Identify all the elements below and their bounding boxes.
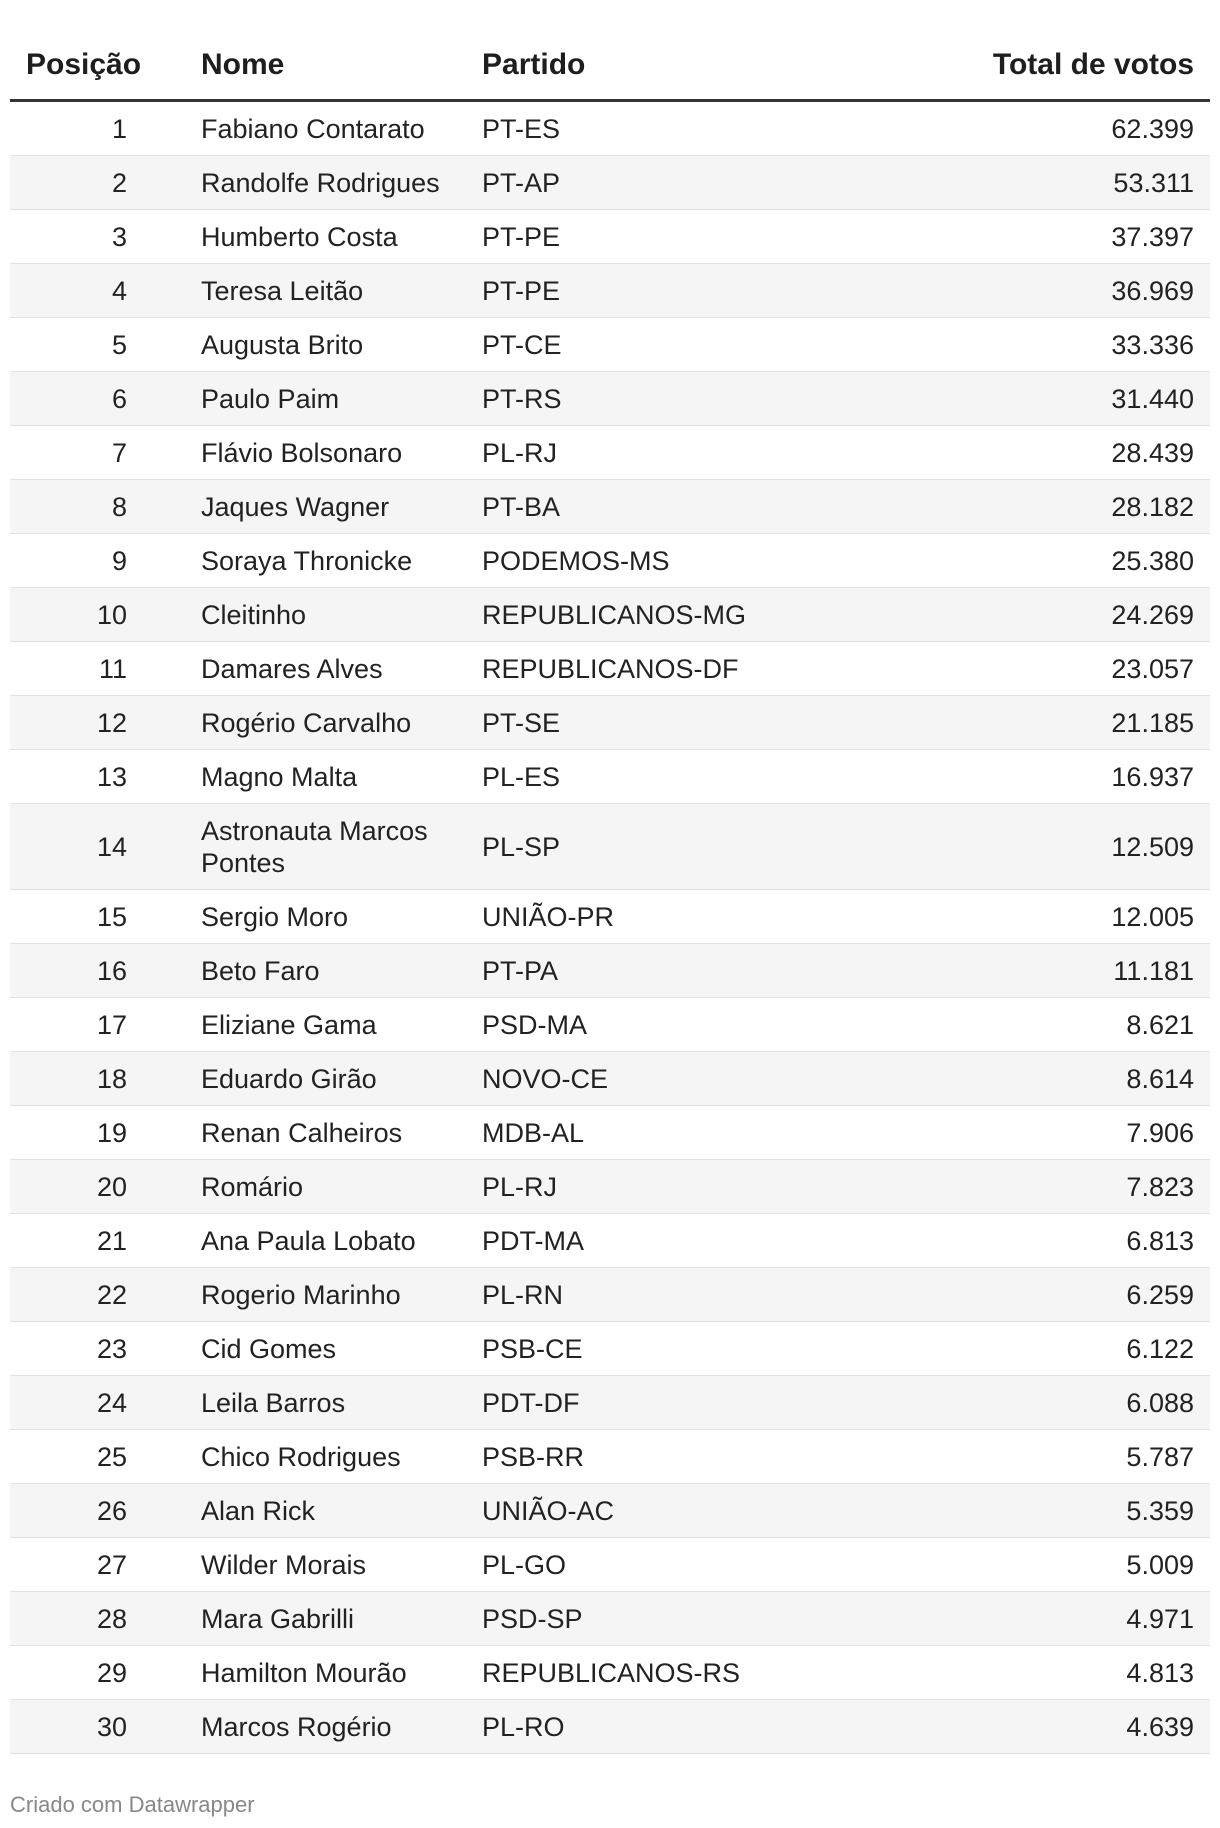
cell-nome: Teresa Leitão xyxy=(151,264,482,318)
cell-total-de-votos: 11.181 xyxy=(882,944,1210,998)
cell-total-de-votos: 31.440 xyxy=(882,372,1210,426)
cell-posicao: 28 xyxy=(10,1592,151,1646)
table-row xyxy=(10,1322,1210,1376)
cell-posicao: 7 xyxy=(10,426,151,480)
cell-total-de-votos: 8.621 xyxy=(882,998,1210,1052)
cell-total-de-votos: 4.971 xyxy=(882,1592,1210,1646)
table-row xyxy=(10,890,1210,944)
cell-partido: REPUBLICANOS-RS xyxy=(482,1646,882,1700)
cell-nome: Marcos Rogério xyxy=(151,1700,482,1754)
cell-nome: Rogério Carvalho xyxy=(151,696,482,750)
cell-posicao: 26 xyxy=(10,1484,151,1538)
cell-nome: Cid Gomes xyxy=(151,1322,482,1376)
cell-nome: Humberto Costa xyxy=(151,210,482,264)
cell-nome: Jaques Wagner xyxy=(151,480,482,534)
cell-posicao: 10 xyxy=(10,588,151,642)
cell-total-de-votos: 37.397 xyxy=(882,210,1210,264)
cell-posicao: 3 xyxy=(10,210,151,264)
cell-total-de-votos: 7.906 xyxy=(882,1106,1210,1160)
footer-credit[interactable]: Criado com Datawrapper xyxy=(10,1792,255,1817)
cell-partido: PSD-MA xyxy=(482,998,882,1052)
cell-posicao: 27 xyxy=(10,1538,151,1592)
table-row xyxy=(10,318,1210,372)
cell-nome: Eliziane Gama xyxy=(151,998,482,1052)
cell-posicao: 16 xyxy=(10,944,151,998)
cell-partido: PL-RN xyxy=(482,1268,882,1322)
cell-posicao: 17 xyxy=(10,998,151,1052)
cell-nome: Mara Gabrilli xyxy=(151,1592,482,1646)
cell-total-de-votos: 8.614 xyxy=(882,1052,1210,1106)
table-row xyxy=(10,998,1210,1052)
table-row xyxy=(10,750,1210,804)
cell-total-de-votos: 6.259 xyxy=(882,1268,1210,1322)
cell-nome: Magno Malta xyxy=(151,750,482,804)
cell-total-de-votos: 28.182 xyxy=(882,480,1210,534)
cell-partido: NOVO-CE xyxy=(482,1052,882,1106)
cell-partido: PL-RO xyxy=(482,1700,882,1754)
cell-total-de-votos: 36.969 xyxy=(882,264,1210,318)
cell-posicao: 29 xyxy=(10,1646,151,1700)
table-row xyxy=(10,101,1210,156)
cell-posicao: 18 xyxy=(10,1052,151,1106)
cell-partido: PSD-SP xyxy=(482,1592,882,1646)
cell-total-de-votos: 12.509 xyxy=(882,804,1210,890)
cell-partido: UNIÃO-PR xyxy=(482,890,882,944)
cell-posicao: 22 xyxy=(10,1268,151,1322)
cell-nome: Rogerio Marinho xyxy=(151,1268,482,1322)
cell-posicao: 25 xyxy=(10,1430,151,1484)
cell-partido: PL-GO xyxy=(482,1538,882,1592)
cell-partido: PL-RJ xyxy=(482,426,882,480)
table-row xyxy=(10,1538,1210,1592)
cell-nome: Ana Paula Lobato xyxy=(151,1214,482,1268)
cell-total-de-votos: 33.336 xyxy=(882,318,1210,372)
table-row xyxy=(10,1430,1210,1484)
cell-total-de-votos: 5.359 xyxy=(882,1484,1210,1538)
table-body xyxy=(10,101,1210,1754)
cell-nome: Flávio Bolsonaro xyxy=(151,426,482,480)
cell-total-de-votos: 6.813 xyxy=(882,1214,1210,1268)
cell-nome: Alan Rick xyxy=(151,1484,482,1538)
table-row xyxy=(10,1214,1210,1268)
column-header-partido[interactable]: Partido xyxy=(482,30,882,101)
cell-posicao: 1 xyxy=(10,101,151,156)
table-row xyxy=(10,1592,1210,1646)
cell-posicao: 5 xyxy=(10,318,151,372)
votes-table xyxy=(10,30,1210,1754)
table-row xyxy=(10,588,1210,642)
table-row xyxy=(10,1376,1210,1430)
cell-nome: Soraya Thronicke xyxy=(151,534,482,588)
cell-partido: UNIÃO-AC xyxy=(482,1484,882,1538)
cell-partido: PL-RJ xyxy=(482,1160,882,1214)
cell-nome: Chico Rodrigues xyxy=(151,1430,482,1484)
cell-total-de-votos: 53.311 xyxy=(882,156,1210,210)
cell-nome: Renan Calheiros xyxy=(151,1106,482,1160)
table-row xyxy=(10,534,1210,588)
cell-nome: Augusta Brito xyxy=(151,318,482,372)
cell-posicao: 9 xyxy=(10,534,151,588)
table-row xyxy=(10,696,1210,750)
cell-total-de-votos: 28.439 xyxy=(882,426,1210,480)
table-row xyxy=(10,1160,1210,1214)
cell-total-de-votos: 5.787 xyxy=(882,1430,1210,1484)
cell-nome: Eduardo Girão xyxy=(151,1052,482,1106)
table-header xyxy=(10,30,1210,101)
cell-nome: Paulo Paim xyxy=(151,372,482,426)
cell-posicao: 24 xyxy=(10,1376,151,1430)
cell-posicao: 14 xyxy=(10,804,151,890)
cell-nome: Hamilton Mourão xyxy=(151,1646,482,1700)
cell-partido: PT-AP xyxy=(482,156,882,210)
table-row xyxy=(10,1646,1210,1700)
cell-posicao: 23 xyxy=(10,1322,151,1376)
table-row xyxy=(10,1106,1210,1160)
cell-total-de-votos: 25.380 xyxy=(882,534,1210,588)
cell-nome: Damares Alves xyxy=(151,642,482,696)
cell-posicao: 11 xyxy=(10,642,151,696)
cell-nome: Wilder Morais xyxy=(151,1538,482,1592)
cell-partido: PT-BA xyxy=(482,480,882,534)
cell-posicao: 19 xyxy=(10,1106,151,1160)
table-row xyxy=(10,1700,1210,1754)
cell-posicao: 20 xyxy=(10,1160,151,1214)
cell-total-de-votos: 4.639 xyxy=(882,1700,1210,1754)
column-header-total-de-votos[interactable]: Total de votos xyxy=(882,30,1210,101)
cell-nome: Astronauta Marcos Pontes xyxy=(151,804,482,890)
table-row xyxy=(10,264,1210,318)
cell-total-de-votos: 6.088 xyxy=(882,1376,1210,1430)
cell-partido: PL-SP xyxy=(482,804,882,890)
cell-posicao: 15 xyxy=(10,890,151,944)
table-row xyxy=(10,1268,1210,1322)
cell-total-de-votos: 62.399 xyxy=(882,101,1210,156)
table-row xyxy=(10,210,1210,264)
cell-posicao: 4 xyxy=(10,264,151,318)
cell-partido: MDB-AL xyxy=(482,1106,882,1160)
cell-partido: REPUBLICANOS-DF xyxy=(482,642,882,696)
cell-partido: PT-SE xyxy=(482,696,882,750)
cell-nome: Cleitinho xyxy=(151,588,482,642)
cell-posicao: 30 xyxy=(10,1700,151,1754)
cell-partido: PT-CE xyxy=(482,318,882,372)
cell-posicao: 13 xyxy=(10,750,151,804)
header-row xyxy=(10,30,1210,101)
table-row xyxy=(10,480,1210,534)
column-header-nome[interactable]: Nome xyxy=(151,30,482,101)
cell-partido: PSB-RR xyxy=(482,1430,882,1484)
cell-posicao: 2 xyxy=(10,156,151,210)
cell-posicao: 12 xyxy=(10,696,151,750)
cell-nome: Romário xyxy=(151,1160,482,1214)
cell-total-de-votos: 12.005 xyxy=(882,890,1210,944)
table-row xyxy=(10,1484,1210,1538)
cell-partido: PODEMOS-MS xyxy=(482,534,882,588)
cell-total-de-votos: 7.823 xyxy=(882,1160,1210,1214)
cell-partido: PT-PE xyxy=(482,210,882,264)
cell-total-de-votos: 6.122 xyxy=(882,1322,1210,1376)
cell-total-de-votos: 16.937 xyxy=(882,750,1210,804)
cell-partido: PT-ES xyxy=(482,101,882,156)
table-row xyxy=(10,1052,1210,1106)
cell-total-de-votos: 24.269 xyxy=(882,588,1210,642)
table-row xyxy=(10,372,1210,426)
cell-posicao: 21 xyxy=(10,1214,151,1268)
cell-partido: REPUBLICANOS-MG xyxy=(482,588,882,642)
cell-total-de-votos: 21.185 xyxy=(882,696,1210,750)
cell-partido: PDT-DF xyxy=(482,1376,882,1430)
cell-total-de-votos: 23.057 xyxy=(882,642,1210,696)
cell-nome: Randolfe Rodrigues xyxy=(151,156,482,210)
table-row xyxy=(10,426,1210,480)
cell-nome: Fabiano Contarato xyxy=(151,101,482,156)
cell-partido: PT-PE xyxy=(482,264,882,318)
table-row xyxy=(10,642,1210,696)
cell-partido: PT-RS xyxy=(482,372,882,426)
table-row xyxy=(10,804,1210,890)
cell-posicao: 6 xyxy=(10,372,151,426)
cell-partido: PSB-CE xyxy=(482,1322,882,1376)
cell-posicao: 8 xyxy=(10,480,151,534)
cell-nome: Beto Faro xyxy=(151,944,482,998)
cell-partido: PDT-MA xyxy=(482,1214,882,1268)
column-header-posicao[interactable]: Posição xyxy=(10,30,151,101)
table-row xyxy=(10,156,1210,210)
cell-total-de-votos: 5.009 xyxy=(882,1538,1210,1592)
cell-partido: PL-ES xyxy=(482,750,882,804)
cell-nome: Leila Barros xyxy=(151,1376,482,1430)
table-row xyxy=(10,944,1210,998)
cell-total-de-votos: 4.813 xyxy=(882,1646,1210,1700)
cell-partido: PT-PA xyxy=(482,944,882,998)
cell-nome: Sergio Moro xyxy=(151,890,482,944)
